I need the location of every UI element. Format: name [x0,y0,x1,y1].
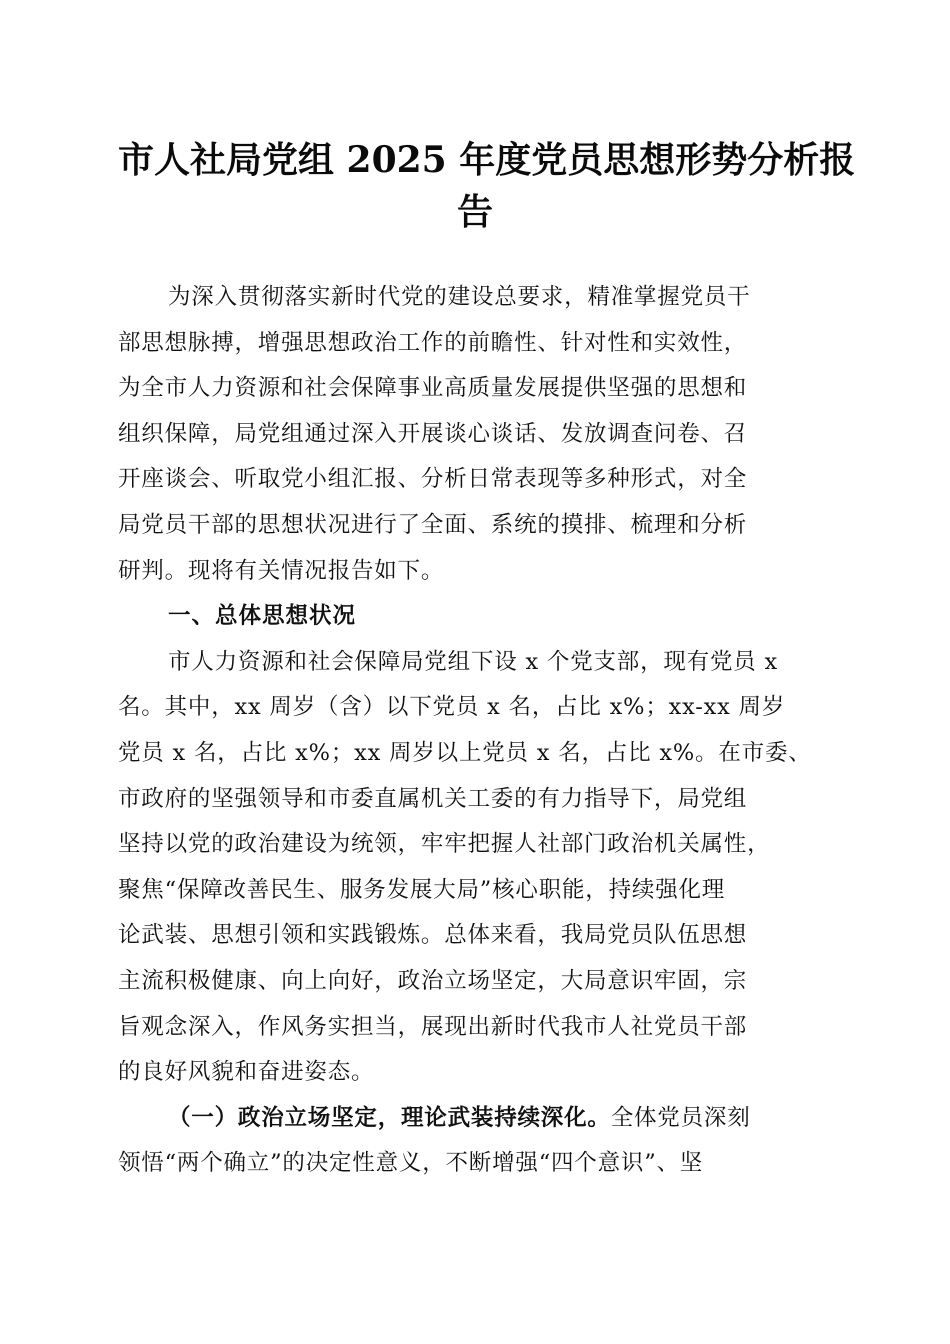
section-line: 的良好风貌和奋进姿态。 [118,1059,375,1086]
section-line: 主流积极健康、向上向好，政治立场坚定，大局意识牢固，宗 [118,967,748,994]
intro-line: 为全市人力资源和社会保障事业高质量发展提供坚强的思想和 [118,375,748,402]
intro-line: 为深入贯彻落实新时代党的建设总要求，精准掌握党员干 [168,284,751,310]
section-line: 市政府的坚强领导和市委直属机关工委的有力指导下，局党组 [118,785,748,812]
section-line: 党员 x 名，占比 x%；xx 周岁以上党员 x 名，占比 x%。在市委、 [118,739,812,766]
section-line: 旨观念深入，作风务实担当，展现出新时代我市人社党员干部 [118,1013,748,1040]
intro-line: 局党员干部的思想状况进行了全面、系统的摸排、梳理和分析 [118,511,748,538]
section-line: 坚持以党的政治建设为统领，牢牢把握人社部门政治机关属性， [118,831,771,858]
section-line: 市人力资源和社会保障局党组下设 x 个党支部，现有党员 x [168,648,779,675]
subsection-text: 全体党员深刻 [610,1104,751,1131]
subsection-line [118,1096,832,1142]
subsection-line: 领悟“两个确立”的决定性意义，不断增强“四个意识”、坚 [118,1150,704,1177]
document-title-line: 市人社局党组 2025 年度党员思想形势分析报 [118,139,856,181]
document-title [118,134,856,238]
section-line: 聚焦“保障改善民生、服务发展大局”核心职能，持续强化理 [118,876,726,903]
document-title-line: 告 [456,191,493,233]
section-line: 名。其中，xx 周岁（含）以下党员 x 名，占比 x%；xx-xx 周岁 [118,694,786,721]
section-heading: 一、总体思想状况 [168,603,357,630]
intro-line: 组织保障，局党组通过深入开展谈心谈话、发放调查问卷、召 [118,420,748,447]
intro-line: 开座谈会、听取党小组汇报、分析日常表现等多种形式，对全 [118,466,748,493]
document-body [118,275,832,1187]
section-line: 论武装、思想引领和实践锻炼。总体来看，我局党员队伍思想 [118,922,748,949]
subsection-lead: （一）政治立场坚定，理论武装持续深化。 [168,1104,611,1131]
intro-line: 研判。现将有关情况报告如下。 [118,557,445,584]
intro-line: 部思想脉搏，增强思想政治工作的前瞻性、针对性和实效性， [118,329,748,356]
